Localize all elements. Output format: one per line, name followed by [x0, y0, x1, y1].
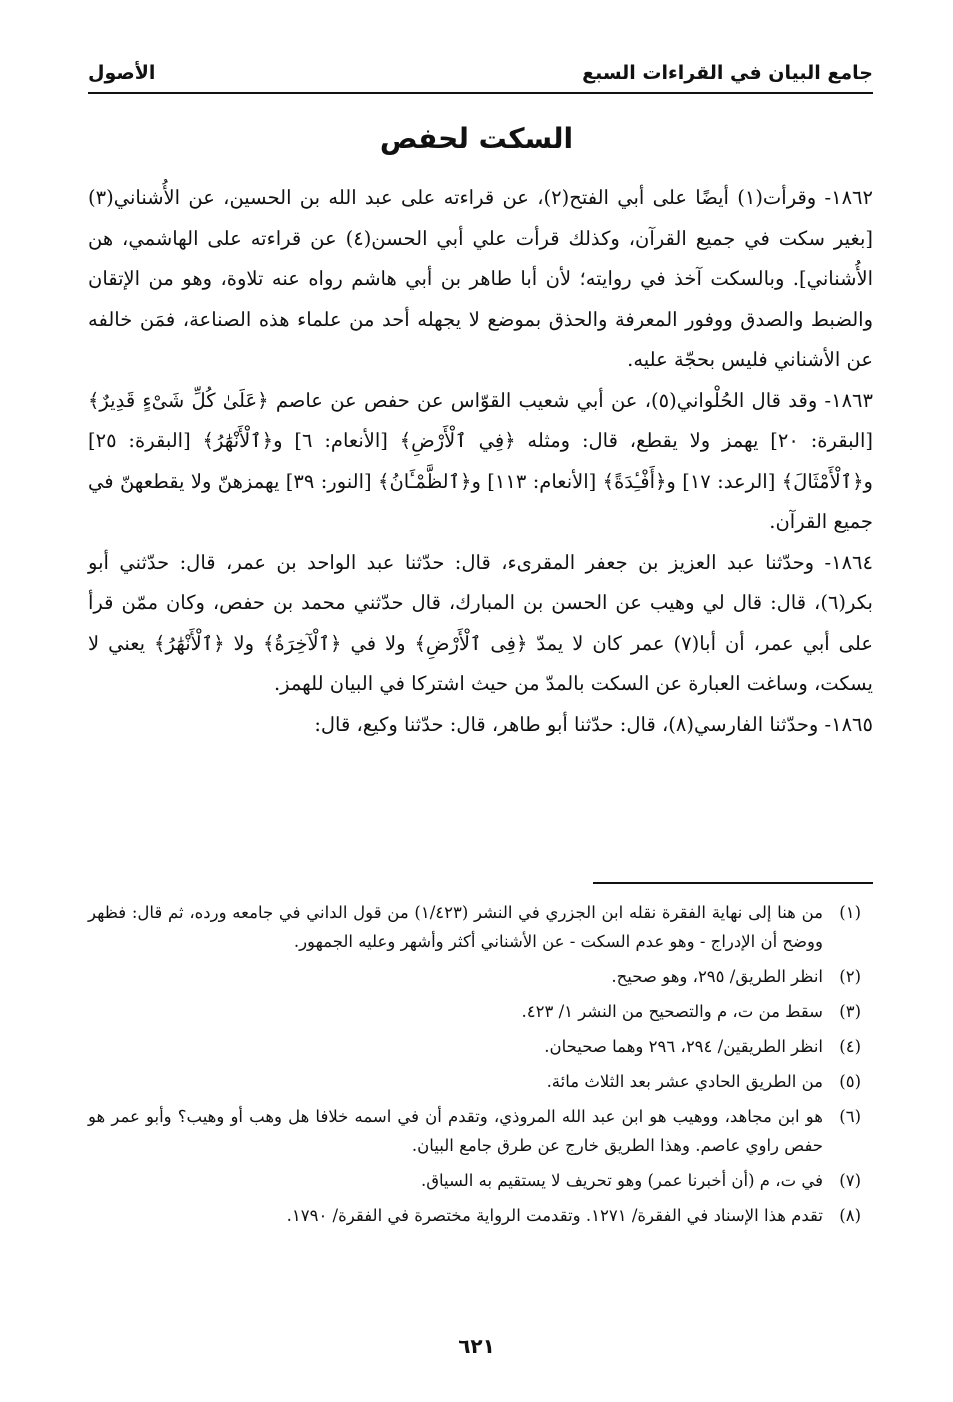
section-name: الأصول: [88, 62, 156, 84]
footnote-item: [88, 1067, 861, 1096]
footnote-number: (٢): [839, 967, 861, 986]
main-text: [88, 178, 873, 745]
footnote-item: [88, 898, 861, 956]
footnote-text: انظر الطريق/ ٢٩٥، وهو صحيح.: [611, 967, 823, 986]
footnote-item: [88, 1166, 861, 1195]
footnote-text: سقط من ت، م والتصحيح من النشر ١/ ٤٢٣.: [521, 1002, 823, 1021]
footnote-item: [88, 1201, 861, 1230]
book-title: جامع البيان في القراءات السبع: [582, 62, 873, 84]
footnote-text: انظر الطريقين/ ٢٩٤، ٢٩٦ وهما صحيحان.: [544, 1037, 823, 1056]
paragraph-1864: ١٨٦٤- وحدّثنا عبد العزيز بن جعفر المقرىء، قال: حدّثنا عبد الواحد بن عمر، قال: حدّثني أبو بكر(٦)، قال: قال لي وهيب عن الحسن بن المبارك، قال حدّثني محمد بن حفص، وكان ممّن قرأ على أبي عمر، أن أبا(٧) عمر كان لا يمدّ ﴿فِى ٱلْأَرْضِ﴾ ولا في ﴿ٱلْآخِرَةُ﴾ ولا ﴿ٱلْأَنْهَٰرُ﴾ يعني لا يسكت، وساغت العبارة عن السكت بالمدّ من حيث اشتركا في البيان للهمز.: [88, 550, 873, 695]
footnote-item: [88, 1032, 861, 1061]
footnote-text: هو ابن مجاهد، ووهيب هو ابن عبد الله المروذي، وتقدم أن في اسمه خلافا هل وهب أو وهيب؟ وأبو عمر هو حفص راوي عاصم. وهذا الطريق خارج عن طرق جامع البيان.: [88, 1107, 823, 1155]
paragraph-1865: ١٨٦٥- وحدّثنا الفارسي(٨)، قال: حدّثنا أبو طاهر، قال: حدّثنا وكيع، قال:: [314, 712, 873, 736]
footnote-text: من هنا إلى نهاية الفقرة نقله ابن الجزري في النشر (١/٤٢٣) من قول الداني في جامعه ورده، ثم قال: فظهر ووضح أن الإدراج - وهو عدم السكت - عن الأشناني أكثر وأشهر وعليه الجمهور.: [88, 903, 823, 951]
paragraph-1862: ١٨٦٢- وقرأت(١) أيضًا على أبي الفتح(٢)، عن قراءته على عبد الله بن الحسين، عن الأُشناني(٣) [بغير سكت في جميع القرآن، وكذلك قرأت علي أبي الحسن(٤) عن قراءته على الهاشمي، هن الأُشناني]. وبالسكت آخذ في روايته؛ لأن أبا طاهر بن أبي هاشم رواه عنه تلاوة، وهو من الإتقان والضبط والصدق ووفور المعرفة والحذق بموضع لا يجهله أحد من علماء هذه الصناعة، فمَن خالفه عن الأشناني فليس بحجّة عليه.: [88, 186, 873, 371]
footnote-number: (١): [839, 903, 861, 922]
footnote-number: (٦): [839, 1107, 861, 1126]
running-header: [88, 58, 873, 94]
footnote-text: في ت، م (أن أخبرنا عمر) وهو تحريف لا يستقيم به السياق.: [420, 1171, 823, 1190]
chapter-title: السكت لحفص: [379, 122, 574, 155]
footnote-number: (٨): [839, 1206, 861, 1225]
footnote-text: من الطريق الحادي عشر بعد الثلاث مائة.: [546, 1072, 823, 1091]
footnote-item: [88, 962, 861, 991]
footnote-number: (٣): [839, 1002, 861, 1021]
page-number: ٦٢١: [458, 1334, 495, 1358]
footnote-divider: [593, 882, 873, 884]
footnote-text: تقدم هذا الإسناد في الفقرة/ ١٢٧١. وتقدمت الرواية مختصرة في الفقرة/ ١٧٩٠.: [286, 1206, 823, 1225]
footnote-item: [88, 997, 861, 1026]
footnote-number: (٧): [839, 1171, 861, 1190]
footnote-item: [88, 1102, 861, 1160]
footnote-number: (٤): [839, 1037, 861, 1056]
paragraph-1863: ١٨٦٣- وقد قال الحُلْواني(٥)، عن أبي شعيب القوّاس عن حفص عن عاصم ﴿عَلَىٰ كُلِّ شَىْءٍ قَدِيرٌ﴾ [البقرة: ٢٠] يهمز ولا يقطع، قال: ومثله ﴿فِي ٱلْأَرْضِ﴾ [الأنعام: ٦] و﴿ٱلْأَنْهَٰرُ﴾ [البقرة: ٢٥] و﴿ٱلْأَمْثَالَ﴾ [الرعد: ١٧] و﴿أَفْـِٔدَةً﴾ [الأنعام: ١١٣] و﴿ٱلظَّمْـَٔانُ﴾ [النور: ٣٩] يهمزهنّ ولا يقطعهنّ في جميع القرآن.: [88, 388, 873, 533]
footnote-number: (٥): [839, 1072, 861, 1091]
footnotes: [88, 898, 861, 1236]
